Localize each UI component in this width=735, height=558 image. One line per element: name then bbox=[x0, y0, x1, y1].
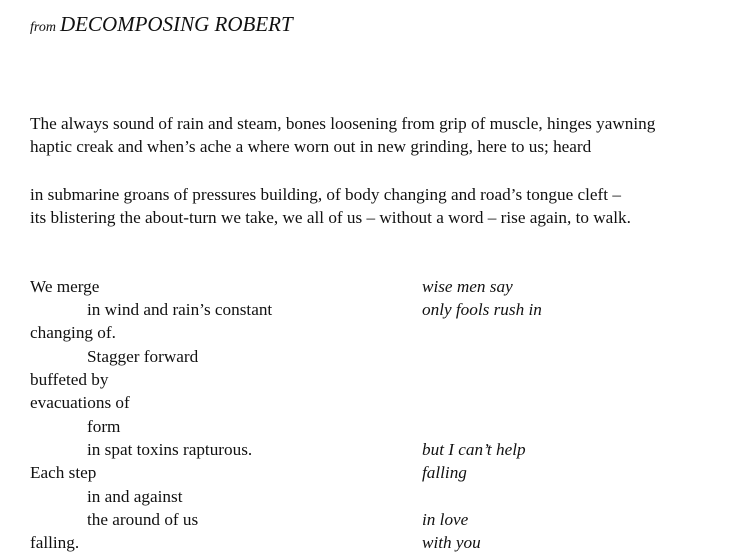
poem-refrain-line: but I can’t help bbox=[422, 440, 526, 459]
poem-line: the around of us bbox=[87, 510, 199, 529]
title-name: DECOMPOSING ROBERT bbox=[59, 12, 293, 36]
poem-line: in wind and rain’s constant bbox=[87, 300, 273, 319]
title-prefix: from bbox=[30, 20, 56, 35]
poem-title bbox=[30, 12, 293, 37]
poem-line: in spat toxins rapturous. bbox=[87, 440, 253, 459]
prose-line: haptic creak and when’s ache a where worn out in new grinding, here to us; heard bbox=[30, 137, 592, 156]
poem-line: buffeted by bbox=[30, 370, 109, 389]
poem-refrain-line: only fools rush in bbox=[422, 300, 542, 319]
prose-line: The always sound of rain and steam, bones loosening from grip of muscle, hinges yawning bbox=[30, 114, 656, 133]
poem-line: Stagger forward bbox=[87, 347, 199, 366]
poem-refrain-line: wise men say bbox=[422, 277, 513, 296]
prose-line: its blistering the about-turn we take, we all of us – without a word – rise again, to walk. bbox=[30, 208, 631, 227]
poem-refrain-line: in love bbox=[422, 510, 469, 529]
poem-line: We merge bbox=[30, 277, 100, 296]
poem-refrain-line: with you bbox=[422, 533, 481, 552]
poem-line: evacuations of bbox=[30, 393, 130, 412]
poem-line: form bbox=[87, 417, 121, 436]
poem-line: Each step bbox=[30, 463, 97, 482]
poem-refrain-line: falling bbox=[422, 463, 467, 482]
poem-line: changing of. bbox=[30, 323, 116, 342]
prose-paragraph-2 bbox=[30, 183, 631, 229]
prose-paragraph-1 bbox=[30, 112, 655, 158]
prose-line: in submarine groans of pressures building, of body changing and road’s tongue cleft – bbox=[30, 185, 621, 204]
poem-line: falling. bbox=[30, 533, 80, 552]
poem-line: in and against bbox=[87, 487, 183, 506]
